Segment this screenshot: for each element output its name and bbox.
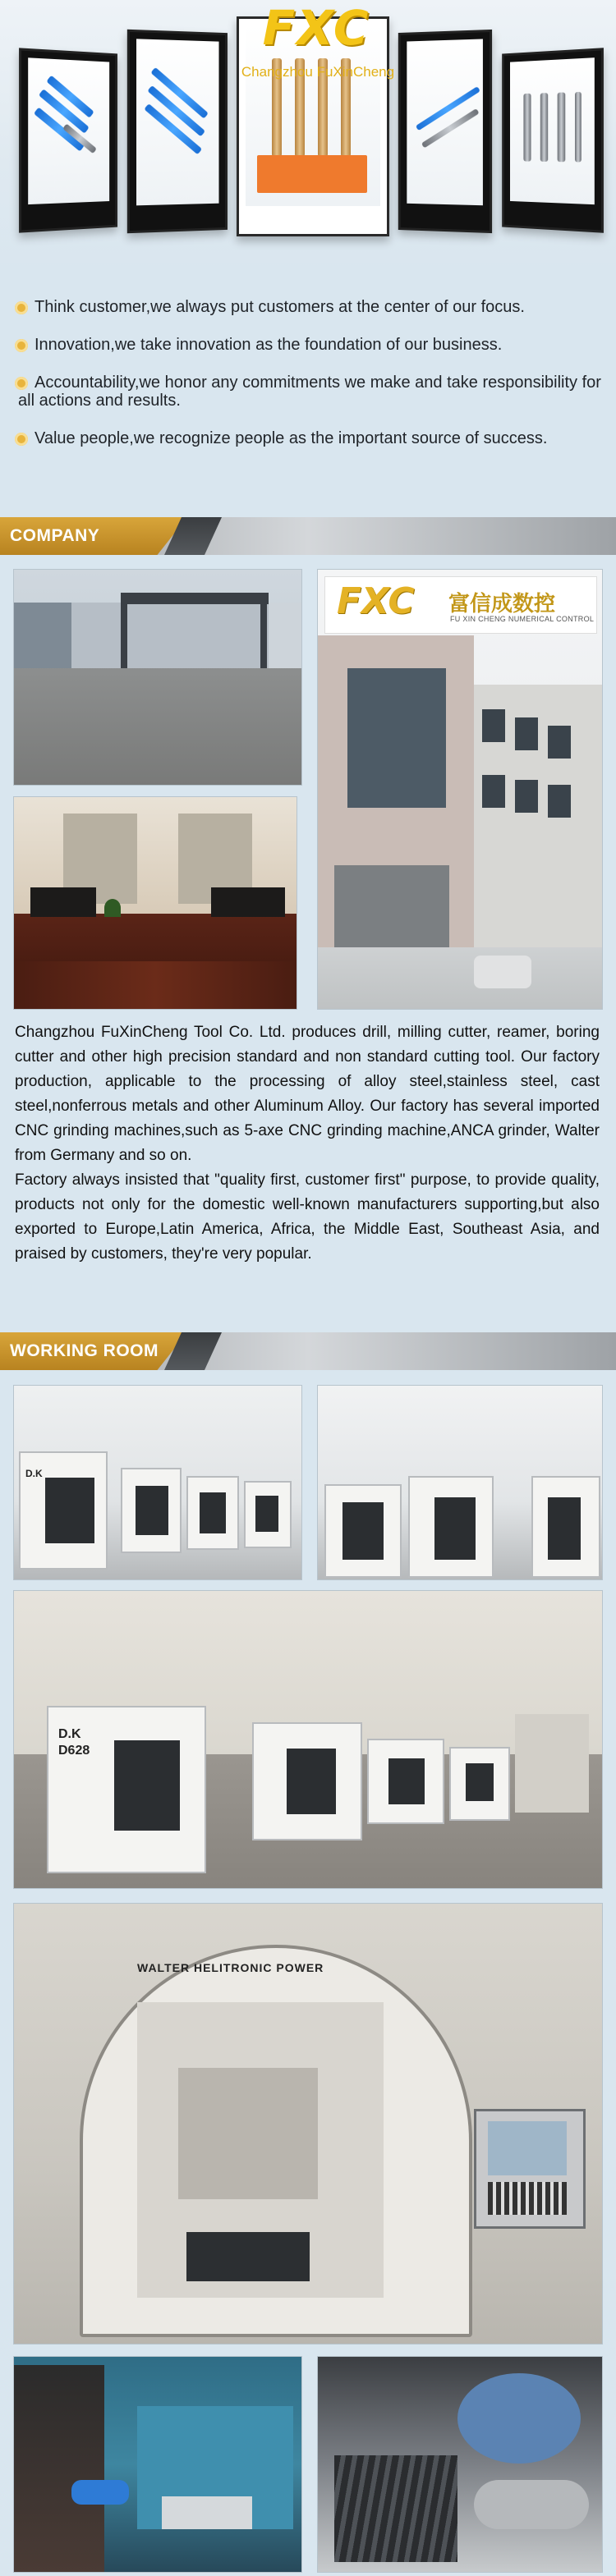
bullet-icon [15, 339, 28, 352]
workshop-panorama-photo [13, 1590, 603, 1889]
fxc-logo: FXC [337, 580, 415, 622]
brand-logo: FXC [262, 0, 370, 56]
company-office-photo [13, 796, 297, 1010]
value-text: Innovation,we take innovation as the foundation of our business. [34, 336, 503, 354]
bullet-icon [15, 377, 28, 390]
value-item [15, 298, 603, 316]
bullet-icon [15, 433, 28, 446]
brand-subtitle: Changzhou FuXinCheng [241, 64, 395, 80]
operator-photo [13, 2356, 302, 2573]
company-english-tagline: FU XIN CHENG NUMERICAL CONTROL [450, 615, 595, 623]
tool-closeup-photo [317, 2356, 603, 2573]
workshop-photo-2 [317, 1385, 603, 1580]
values-list [15, 298, 603, 462]
walter-grinder-photo [13, 1903, 603, 2345]
value-item [15, 374, 603, 410]
hero-banner [0, 0, 616, 271]
control-panel [474, 2109, 586, 2229]
product-panel-2 [127, 30, 228, 233]
section-bar-company [0, 517, 616, 555]
product-panel-4 [398, 30, 492, 233]
machine-model-label: D628 [58, 1744, 90, 1758]
company-building-photo [317, 569, 603, 1010]
product-panel-1 [19, 48, 117, 232]
bullet-icon [15, 301, 28, 314]
cnc-machine [47, 1706, 206, 1873]
section-title: COMPANY [10, 526, 100, 545]
workshop-photo-1 [13, 1385, 302, 1580]
value-item [15, 429, 603, 447]
section-title: WORKING ROOM [10, 1341, 159, 1360]
product-panel-5 [502, 48, 604, 233]
value-text: Accountability,we honor any commitments we make and take responsibility for all actions and results. [18, 374, 601, 410]
company-gate-photo [13, 569, 302, 786]
description-paragraph-2: Factory always insisted that "quality first, customer first" purpose, to provide quality, products not only for the domestic well-known manufacturers supporting,but also exported to Europe,Latin America, Africa, the Middle East, Southeast Asia, and praised by customers, they're very popular. [15, 1171, 600, 1263]
value-item [15, 336, 603, 354]
product-screen [136, 39, 218, 205]
machine-brand-banner: WALTER HELITRONIC POWER [137, 1961, 324, 1974]
company-chinese-name: 富信成数控 [448, 591, 556, 616]
company-description [15, 1020, 600, 1267]
cnc-machine [19, 1451, 108, 1570]
description-paragraph-1: Changzhou FuXinCheng Tool Co. Ltd. produces drill, milling cutter, reamer, boring cutter and other high precision standard and non standard cutting tool. Our factory production, applicable to the processing of alloy steel,stainless steel, cast steel,nonferrous metals and other Aluminum Alloy. Our factory has several imported CNC grinding machines,such as 5-axe CNC grinding machine,ANCA grinder, Walter from Germany and so on. [15, 1024, 600, 1164]
value-text: Value people,we recognize people as the important source of success. [34, 429, 548, 447]
product-screen [510, 57, 595, 204]
product-screen [28, 57, 109, 204]
machine-brand-label: D.K [25, 1468, 43, 1479]
machine-brand-label: D.K [58, 1727, 81, 1741]
section-bar-working-room [0, 1332, 616, 1370]
value-text: Think customer,we always put customers at the center of our focus. [34, 298, 525, 316]
product-screen [407, 39, 483, 205]
fxc-logo-badge [324, 576, 597, 634]
